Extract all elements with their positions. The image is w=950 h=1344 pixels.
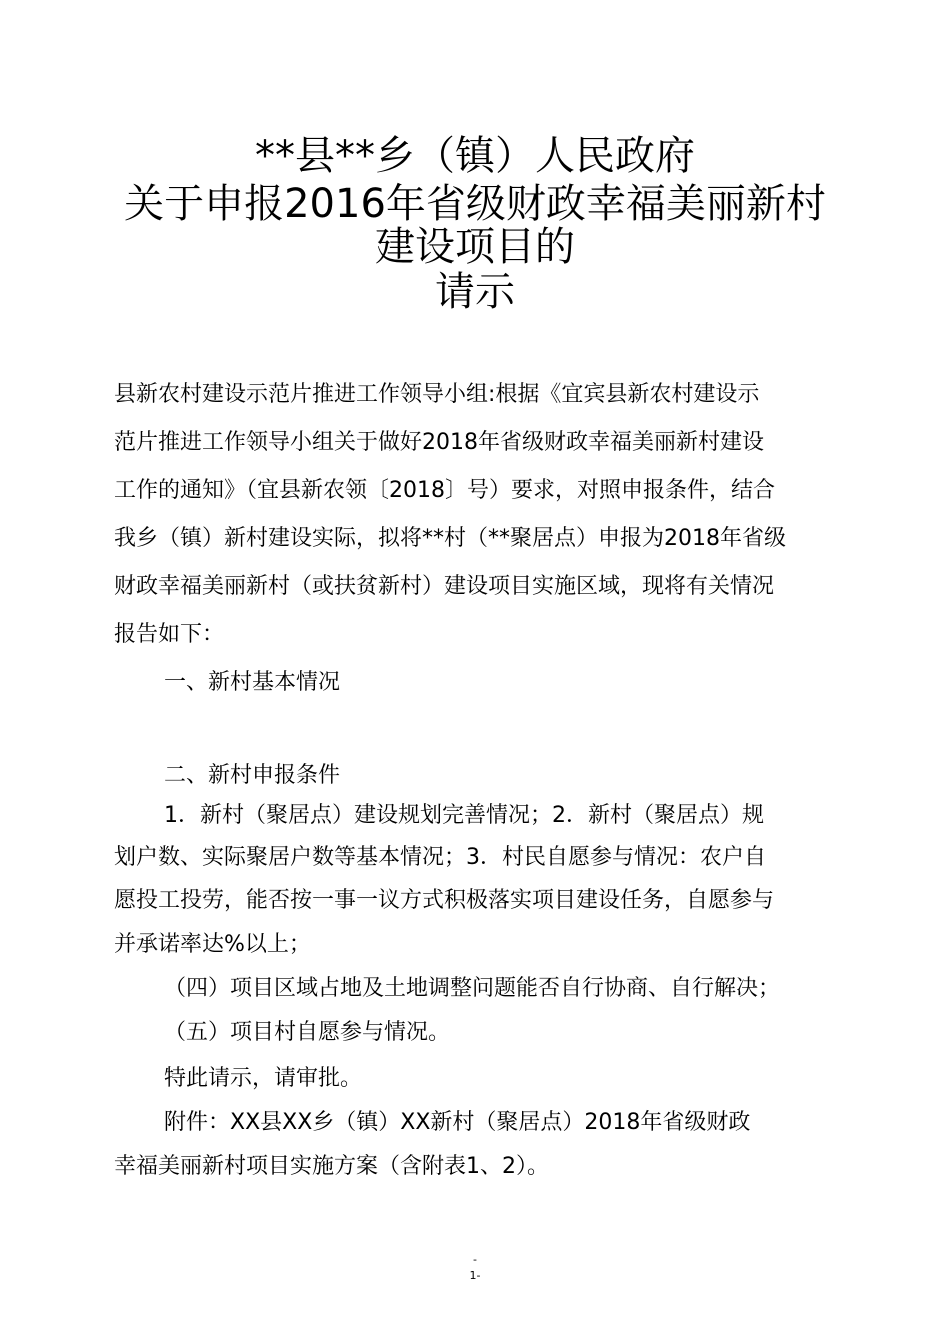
title-line-4: 请示 xyxy=(435,269,515,315)
intro-line: 工作的通知》（宜县新农领〔2018〕号）要求，对照申报条件，结合 xyxy=(114,478,775,503)
closing-text: 特此请示，请审批。 xyxy=(164,1066,363,1091)
attachment-line: 附件：XX县XX乡（镇）XX新村（聚居点）2018年省级财政 xyxy=(164,1110,751,1135)
conditions-line: 1．新村（聚居点）建设规划完善情况；2．新村（聚居点）规 xyxy=(164,803,764,828)
intro-line: 我乡（镇）新村建设实际，拟将**村（**聚居点）申报为2018年省级 xyxy=(114,526,786,551)
intro-line: 报告如下： xyxy=(114,622,225,647)
page-number: 1- xyxy=(469,1269,481,1282)
section-heading-1: 一、新村基本情况 xyxy=(164,670,341,695)
conditions-line: 并承诺率达%以上； xyxy=(114,932,311,957)
section-heading-2: 二、新村申报条件 xyxy=(164,763,341,788)
attachment-line: 幸福美丽新村项目实施方案（含附表1、2）。 xyxy=(114,1154,549,1179)
title-line-3: 建设项目的 xyxy=(375,224,575,270)
conditions-line: 愿投工投劳，能否按一事一议方式积极落实项目建设任务，自愿参与 xyxy=(114,888,775,913)
title-line-1: **县**乡（镇）人民政府 xyxy=(255,133,695,179)
intro-line: 财政幸福美丽新村（或扶贫新村）建设项目实施区域，现将有关情况 xyxy=(114,574,775,599)
item-4: （四）项目区域占地及土地调整问题能否自行协商、自行解决； xyxy=(164,976,781,1001)
footer-dash: - xyxy=(473,1253,477,1266)
item-5: （五）项目村自愿参与情况。 xyxy=(164,1020,451,1045)
title-line-2: 关于申报2016年省级财政幸福美丽新村 xyxy=(124,181,826,227)
intro-line: 范片推进工作领导小组关于做好2018年省级财政幸福美丽新村建设 xyxy=(114,430,764,455)
conditions-line: 划户数、实际聚居户数等基本情况；3．村民自愿参与情况：农户自 xyxy=(114,845,766,870)
intro-line: 县新农村建设示范片推进工作领导小组:根据《宜宾县新农村建设示 xyxy=(114,382,760,407)
